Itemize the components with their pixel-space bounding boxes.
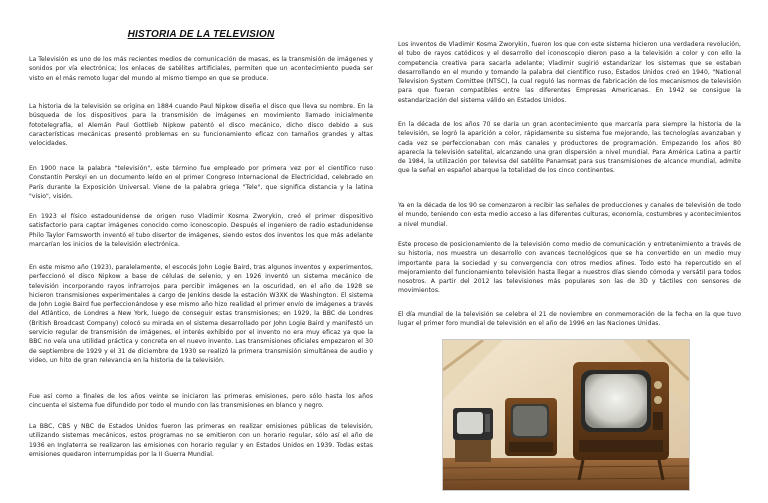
right-paragraph-5: El día mundial de la televisión se celebra el 21 de noviembre en conmemoración de la fecha en la que tuvo lugar el primer foro mundial de televisión en el año de 1996 en las Naciones Unidas. bbox=[398, 311, 741, 328]
left-paragraph-7: La BBC, CBS y NBC de Estados Unidos fueron las primeras en realizar emisiones públicas de televisión, utilizando sistemas mecánicos, estos programas no se emitieron con un horario regular, sólo así el año de 1936 en Inglaterra se realizaron las emisiones con horario regular y en Estados Unidos en 1939. Todas estas emisiones quedaron interrumpidas por la II Guerra Mundial. bbox=[29, 423, 373, 458]
right-paragraph-4: Este proceso de posicionamiento de la televisión como medio de comunicación y entretenimiento a través de su historia, nos muestra un desarrollo con avances tecnológicos que se ha convertido en un medio muy importante para la sociedad y su convergencia con otros medios afines. Todo esto ha repercutido en el mejoramiento del funcionamiento televisión hasta llegar a nuestros días siendo cómoda y versátil para todos nosotros. A partir del 2012 las televisiones más populares son las de 3D y táctiles con sensores de movimientos. bbox=[398, 241, 741, 295]
attic-televisions-illustration bbox=[443, 340, 689, 490]
right-paragraph-1: Los inventos de Vladimir Kosma Zworykin, fueron los que con este sistema hicieron una verdadera revolución, el tubo de rayos catódicos y el desarrollo del iconoscopio dieron paso a la televisión a color y con ello la competencia creativa para sacarla adelante; Vladimir sugirió estandarizar los sistemas que se estaban desarrollando en el mundo y tomando la palabra del científico ruso, Estados Unidos creó en 1940, "National Television System Comittee (NTSC), la cual reguló las normas de fabricación de los mecanismos de televisión para que fueran compatibles entre las diferentes Empresas Americanas. En 1942 se consigue la estandarización del sistema válido en Estados Unidos. bbox=[398, 41, 741, 104]
left-paragraph-6: Fue así como a finales de los años veinte se iniciaron las primeras emisiones, pero sólo hasta los años cincuenta el sistema fue difundido por todo el mundo con las transmisiones en blanco y negro. bbox=[29, 393, 373, 410]
left-paragraph-1: La Televisión es uno de los más recientes medios de comunicación de masas, es la transmisión de imágenes y sonidos por vía electrónica; los enlaces de satélites artificiales, permiten que un acontecimiento pueda ser visto en el más remoto lugar del mundo al mismo tiempo en que se produce. bbox=[29, 56, 373, 82]
document-title: HISTORIA DE LA TELEVISION bbox=[127, 29, 275, 40]
right-paragraph-2: En la década de los años 70 se daría un gran acontecimiento que marcaría para siempre la historia de la televisión, se logró la aparición a color, rápidamente su sistema fue mejorando, las tecnologías avanzaban y cada vez se perfeccionaban con más canales y productores de programación. Empezando los años 80 aparecía la televisión satelital, alcanzando una gran dispersión a nivel mundial. Para América Latina a partir de 1984, la utilización por televisa del satélite Panamsat para sus transmisiones de alcance mundial, admite que la señal en español abarque la totalidad de los cinco continentes. bbox=[398, 121, 741, 175]
right-paragraph-3: Ya en la década de los 90 se comenzaron a recibir las señales de producciones y canales de televisión de todo el mundo, teniendo con esta medio acceso a las diferentes culturas, economía, costumbres y acontecimientos a nivel mundial. bbox=[398, 202, 741, 228]
vintage-televisions-photo bbox=[442, 339, 690, 491]
left-paragraph-5: En este mismo año (1923), paralelamente, el escocés John Logie Baird, tras algunos inventos y experimentos, perfeccionó el disco Nipkow a base de células de selenio, y en 1926 inventó un sistema mecánico de televisión incorporando rayos infrarrojos para percibir imágenes en la oscuridad, en el año de 1928 se hicieron transmisiones experimentales a cargo de Jenkins desde la estación W3XK de Washington. El sistema de John Logie Baird fue perfeccionándose y ese mismo año hizo realidad el primer envío de imágenes a través del Atlántico, de Londres a New York, luego de conseguir estas transmisiones; en 1929, la BBC de Londres (British Broadcast Company) colocó su mirada en el sistema desarrollado por John Logie Baird y manifestó un servicio regular de transmisión de imágenes, el interés exhibido por el invento no era muy eficaz ya que la BBC no veía una utilidad práctica y concreta en el nuevo invento. Las transmisiones oficiales empezaron el 30 de septiembre de 1929 y el 31 de diciembre de 1930 se realizó la primera transmisión simultánea de audio y video, un hito de gran relevancia en la historia de la televisión. bbox=[29, 264, 373, 364]
left-paragraph-3: En 1900 nace la palabra "televisión", este término fue empleado por primera vez por el científico ruso Constantin Perskyi en un documento leído en el primer Congreso Internacional de Electricidad, celebrado en París durante la Exposición Universal. Viene de la palabra griega "Tele", que significa distancia y la latina "visio", visión. bbox=[29, 165, 373, 200]
left-paragraph-2: La historia de la televisión se origina en 1884 cuando Paul Nipkow diseña el disco que lleva su nombre. En la búsqueda de los dispositivos para la transmisión de imágenes en movimiento llamado inicialmente fototelegrafía, el Alemán Paul Gottlieb Nipkow patentó el disco mecánico, dicho disco debido a sus características mecánicas presentó problemas en su funcionamiento eficaz con tamaños grandes y altas velocidades. bbox=[29, 103, 373, 148]
left-paragraph-4: En 1923 el físico estadounidense de origen ruso Vladimir Kosma Zworykin, creó el primer dispositivo satisfactorio para captar imágenes conocido como iconoscopio. Después el ingeniero de radio estadunidense Philo Taylor Farnsworth inventó el tubo disertor de imágenes, siendo estos dos inventos los que más adelante marcarían los inicios de la televisión electrónica. bbox=[29, 213, 373, 248]
